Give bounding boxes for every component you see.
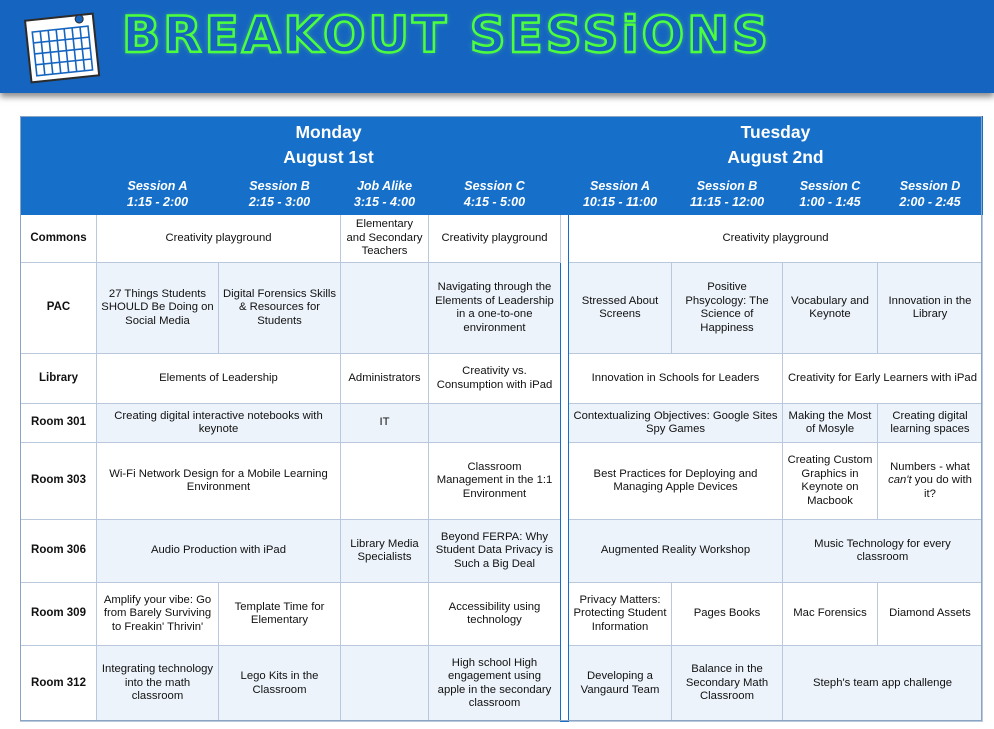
session-cell: Privacy Matters: Protecting Student Information <box>569 583 672 646</box>
calendar-icon <box>22 9 102 85</box>
day-divider-bar <box>561 215 569 722</box>
room-label: Room 312 <box>21 646 97 722</box>
session-corner <box>21 174 97 215</box>
session-cell: Positive Phsycology: The Science of Happiness <box>672 263 783 354</box>
session-cell: Steph's team app challenge <box>783 646 983 722</box>
session-cell: Making the Most of Mosyle <box>783 404 878 443</box>
session-header: Job Alike 3:15 - 4:00 <box>341 174 429 215</box>
room-label: Commons <box>21 215 97 263</box>
session-cell: Accessibility using technology <box>429 583 561 646</box>
session-cell: Lego Kits in the Classroom <box>219 646 341 722</box>
session-cell: Administrators <box>341 354 429 404</box>
session-divider <box>561 174 569 215</box>
session-cell: Creativity playground <box>97 215 341 263</box>
session-cell: Creating digital learning spaces <box>878 404 983 443</box>
session-cell <box>429 404 561 443</box>
session-cell: Classroom Management in the 1:1 Environment <box>429 443 561 520</box>
session-cell: IT <box>341 404 429 443</box>
session-cell: Digital Forensics Skills & Resources for Students <box>219 263 341 354</box>
session-cell: Elements of Leadership <box>97 354 341 404</box>
room-label: Library <box>21 354 97 404</box>
session-cell: Wi-Fi Network Design for a Mobile Learning Environment <box>97 443 341 520</box>
session-cell: Creating Custom Graphics in Keynote on Macbook <box>783 443 878 520</box>
session-cell: High school High engagement using apple in the secondary classroom <box>429 646 561 722</box>
session-header: Session A 1:15 - 2:00 <box>97 174 219 215</box>
banner-title: BREAKOUT SESSiONS <box>122 6 772 64</box>
session-cell: Stressed About Screens <box>569 263 672 354</box>
session-cell: Navigating through the Elements of Leadership in a one-to-one environment <box>429 263 561 354</box>
corner-cell <box>21 117 97 174</box>
session-cell: Creating digital interactive notebooks with keynote <box>97 404 341 443</box>
session-header: Session A 10:15 - 11:00 <box>569 174 672 215</box>
session-cell: Elementary and Secondary Teachers <box>341 215 429 263</box>
day-header-monday: Monday August 1st <box>97 117 561 174</box>
day-header-tuesday: Tuesday August 2nd <box>569 117 983 174</box>
session-cell: Diamond Assets <box>878 583 983 646</box>
session-cell: Template Time for Elementary <box>219 583 341 646</box>
session-cell: Contextualizing Objectives: Google Sites Spy Games <box>569 404 783 443</box>
session-cell: Developing a Vangaurd Team <box>569 646 672 722</box>
session-cell: 27 Things Students SHOULD Be Doing on Social Media <box>97 263 219 354</box>
session-cell: Best Practices for Deploying and Managing Apple Devices <box>569 443 783 520</box>
session-cell: Audio Production with iPad <box>97 520 341 583</box>
banner <box>0 0 994 93</box>
session-cell: Pages Books <box>672 583 783 646</box>
session-header: Session B 11:15 - 12:00 <box>672 174 783 215</box>
session-cell: Amplify your vibe: Go from Barely Surviving to Freakin' Thrivin' <box>97 583 219 646</box>
session-cell: Augmented Reality Workshop <box>569 520 783 583</box>
session-cell: Integrating technology into the math classroom <box>97 646 219 722</box>
room-label: PAC <box>21 263 97 354</box>
session-cell <box>341 443 429 520</box>
session-cell: Balance in the Secondary Math Classroom <box>672 646 783 722</box>
session-cell: Numbers - what can't you do with it? <box>878 443 983 520</box>
session-cell: Creativity playground <box>569 215 983 263</box>
room-label: Room 301 <box>21 404 97 443</box>
schedule-table <box>20 116 983 722</box>
session-header: Session B 2:15 - 3:00 <box>219 174 341 215</box>
session-cell <box>341 646 429 722</box>
session-cell <box>341 263 429 354</box>
session-cell: Vocabulary and Keynote <box>783 263 878 354</box>
session-cell: Library Media Specialists <box>341 520 429 583</box>
session-cell: Mac Forensics <box>783 583 878 646</box>
session-header: Session D 2:00 - 2:45 <box>878 174 983 215</box>
session-header: Session C 1:00 - 1:45 <box>783 174 878 215</box>
session-cell: Creativity for Early Learners with iPad <box>783 354 983 404</box>
session-header: Session C 4:15 - 5:00 <box>429 174 561 215</box>
session-cell: Music Technology for every classroom <box>783 520 983 583</box>
session-cell: Creativity playground <box>429 215 561 263</box>
room-label: Room 309 <box>21 583 97 646</box>
day-divider <box>561 117 569 174</box>
room-label: Room 306 <box>21 520 97 583</box>
session-cell <box>341 583 429 646</box>
room-label: Room 303 <box>21 443 97 520</box>
session-cell: Innovation in Schools for Leaders <box>569 354 783 404</box>
session-cell: Beyond FERPA: Why Student Data Privacy is Such a Big Deal <box>429 520 561 583</box>
session-cell: Creativity vs. Consumption with iPad <box>429 354 561 404</box>
session-cell: Innovation in the Library <box>878 263 983 354</box>
